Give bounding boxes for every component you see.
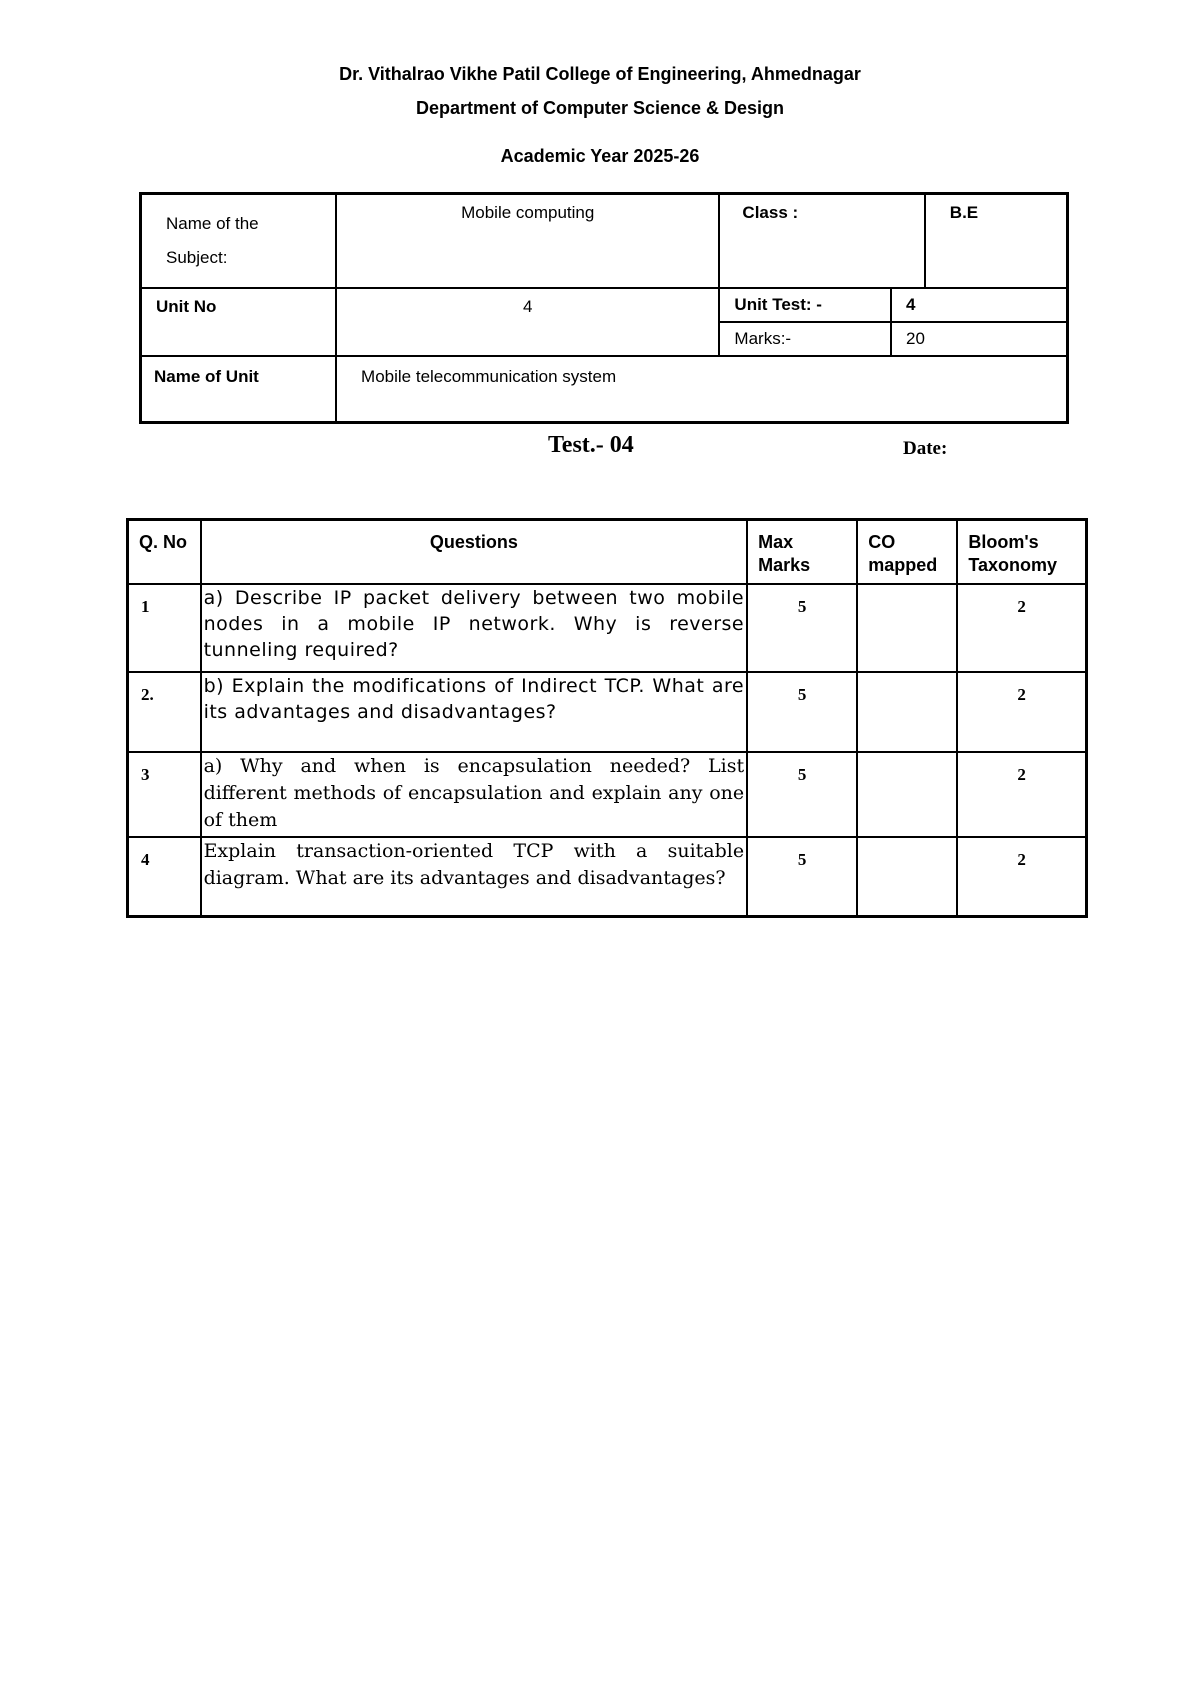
unit-no-value-cell [336,288,719,356]
unit-no-label-cell [141,288,337,356]
question-number: 1 [128,584,201,672]
question-text: b) Explain the modifications of Indirect TCP. What are its advantages and disadvantages? [201,672,748,752]
unit-test-label: Unit Test: - [734,295,822,314]
co-mapped [857,752,957,837]
max-marks: 5 [747,752,857,837]
unit-name-value: Mobile telecommunication system [361,367,617,386]
subject-label: Name of the Subject: [166,214,259,267]
subject-label-cell [141,194,337,289]
date-label: Date: [903,438,948,459]
college-name: Dr. Vithalrao Vikhe Patil College of Engineering, Ahmednagar [339,64,861,84]
question-number: 2. [128,672,201,752]
question-number: 3 [128,752,201,837]
subject-value: Mobile computing [461,203,595,222]
test-title: Test.- 04 [548,432,634,458]
question-number: 4 [128,837,201,917]
class-value: B.E [949,203,979,222]
unit-no-value: 4 [523,297,533,316]
marks-label: Marks:- [734,329,792,348]
unit-name-label-cell [141,356,337,422]
table-row [128,672,1087,752]
table-row [128,837,1087,917]
subject-info-table [139,192,1069,424]
max-marks: 5 [747,584,857,672]
marks-value-cell [891,322,1068,356]
unit-test-value: 4 [905,295,916,314]
co-mapped [857,584,957,672]
class-value-cell [925,194,1068,289]
unit-test-label-cell [719,288,891,322]
question-text: a) Describe IP packet delivery between two mobile nodes in a mobile IP network. Why is reverse tunneling required? [201,584,748,672]
header-blooms-taxonomy: Bloom's Taxonomy [957,520,1086,584]
header-max-marks: Max Marks [747,520,857,584]
unit-test-value-cell [891,288,1068,322]
blooms-level: 2 [957,837,1086,917]
co-mapped [857,837,957,917]
max-marks: 5 [747,837,857,917]
unit-name-label: Name of Unit [154,367,259,386]
unit-no-label: Unit No [156,297,217,316]
blooms-level: 2 [957,584,1086,672]
question-text: a) Why and when is encapsulation needed? List different methods of encapsulation and explain any one of them [201,752,748,837]
header-questions: Questions [201,520,748,584]
subject-value-cell [336,194,719,289]
academic-year: Academic Year 2025-26 [500,146,700,166]
table-row [128,584,1087,672]
department-name: Department of Computer Science & Design [415,98,785,118]
header-qno: Q. No [128,520,201,584]
max-marks: 5 [747,672,857,752]
blooms-level: 2 [957,752,1086,837]
questions-table [126,518,1088,918]
blooms-level: 2 [957,672,1086,752]
header-co-mapped: CO mapped [857,520,957,584]
class-label: Class : [742,203,799,222]
questions-header-row [128,520,1087,584]
class-label-cell [719,194,924,289]
co-mapped [857,672,957,752]
question-text: Explain transaction-oriented TCP with a suitable diagram. What are its advantages and disadvantages? [201,837,748,917]
table-row [128,752,1087,837]
unit-name-value-cell [336,356,1067,422]
marks-value: 20 [905,329,925,348]
marks-label-cell [719,322,891,356]
